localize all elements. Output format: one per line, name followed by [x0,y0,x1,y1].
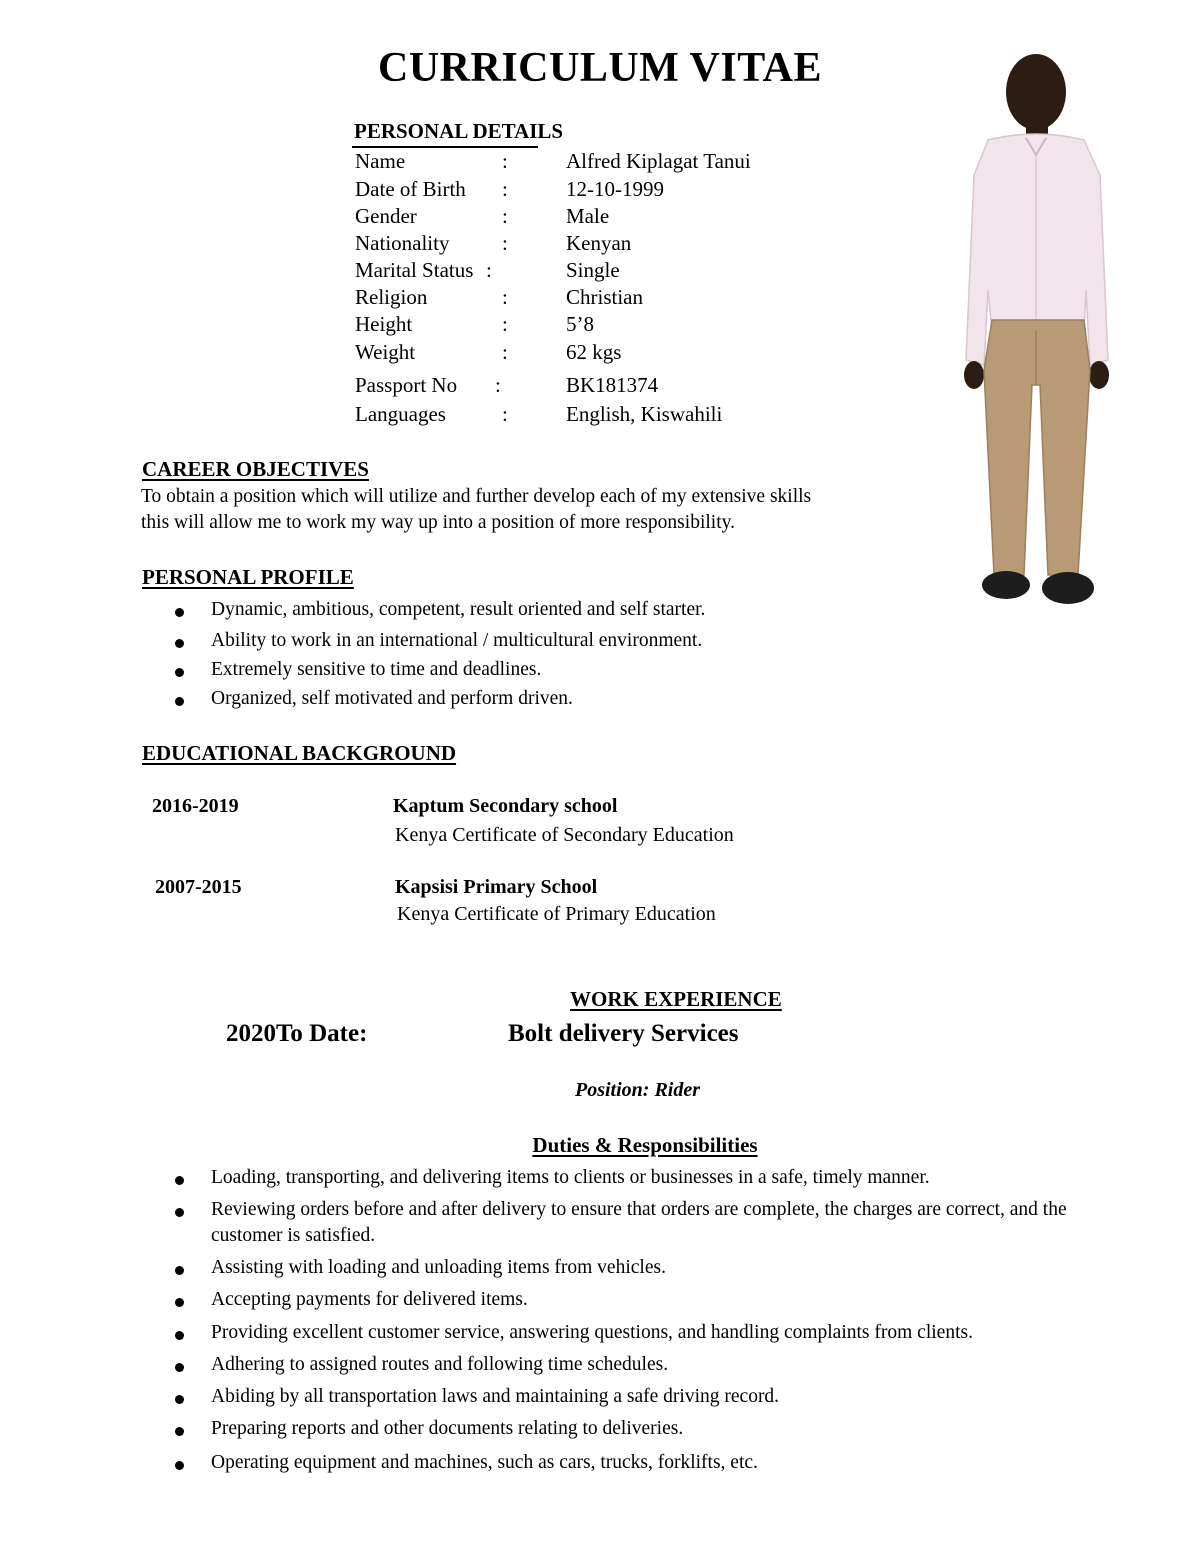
detail-value-passport: BK181374 [566,373,659,397]
detail-label-languages: Languages [355,402,446,426]
detail-value-dob: 12-10-1999 [566,177,664,201]
list-item: Providing excellent customer service, answering questions, and handling complaints from clients. [211,1322,973,1343]
work-employer: Bolt delivery Services [508,1020,739,1047]
detail-colon: : [502,340,508,364]
detail-colon: : [502,231,508,255]
list-item: Dynamic, ambitious, competent, result oriented and self starter. [211,599,706,620]
detail-label-height: Height [355,312,413,336]
detail-label-gender: Gender [355,204,417,228]
education-school: Kapsisi Primary School [395,876,598,898]
detail-label-name: Name [355,149,406,173]
detail-label-nationality: Nationality [355,231,450,255]
detail-colon: : [502,402,508,426]
detail-label-passport: Passport No [355,373,458,397]
education-years: 2007-2015 [155,876,242,898]
work-experience-heading: WORK EXPERIENCE [570,987,782,1011]
work-period: 2020To Date: [226,1020,368,1047]
detail-colon: : [502,177,508,201]
bullet-icon [175,697,184,706]
detail-value-nationality: Kenyan [566,231,632,255]
detail-value-weight: 62 kgs [566,340,622,364]
bullet-icon [175,1208,184,1217]
detail-value-gender: Male [566,204,610,228]
detail-value-marital-status: Single [566,258,620,282]
list-item: Preparing reports and other documents relating to deliveries. [211,1418,684,1439]
bullet-icon [175,1461,184,1470]
bullet-icon [175,639,184,648]
detail-colon: : [502,285,508,309]
detail-colon: : [495,373,501,397]
education-certificate: Kenya Certificate of Secondary Education [395,824,734,846]
bullet-icon [175,1331,184,1340]
bullet-icon [175,1363,184,1372]
bullet-icon [175,1298,184,1307]
education-years: 2016-2019 [152,795,239,817]
bullet-icon [175,1266,184,1275]
duties-heading: Duties & Responsibilities [532,1133,758,1157]
list-item: Assisting with loading and unloading items from vehicles. [211,1257,666,1278]
list-item: Adhering to assigned routes and following time schedules. [211,1354,669,1375]
detail-value-name: Alfred Kiplagat Tanui [566,149,751,173]
detail-label-marital-status: Marital Status [355,258,474,282]
list-item: Loading, transporting, and delivering items to clients or businesses in a safe, timely manner. [211,1167,930,1188]
bullet-icon [175,668,184,677]
list-item-continuation: customer is satisfied. [211,1225,376,1246]
bullet-icon [175,1395,184,1404]
education-school: Kaptum Secondary school [393,795,618,817]
list-item: Organized, self motivated and perform driven. [211,688,573,709]
personal-details-underline [352,146,538,148]
personal-details-heading: PERSONAL DETAILS [354,119,564,143]
detail-value-height: 5’8 [566,312,594,336]
personal-profile-heading: PERSONAL PROFILE [142,565,354,589]
detail-colon: : [502,149,508,173]
bullet-icon [175,1427,184,1436]
page-title: CURRICULUM VITAE [378,45,822,91]
list-item: Ability to work in an international / multicultural environment. [211,630,703,651]
detail-colon: : [486,258,492,282]
list-item: Accepting payments for delivered items. [211,1289,528,1310]
detail-value-religion: Christian [566,285,643,309]
detail-label-weight: Weight [355,340,416,364]
career-objectives-heading: CAREER OBJECTIVES [142,457,369,481]
detail-colon: : [502,312,508,336]
education-heading: EDUCATIONAL BACKGROUND [142,741,457,765]
detail-label-religion: Religion [355,285,428,309]
work-position: Position: Rider [574,1079,700,1101]
career-objective-line: this will allow me to work my way up into a position of more responsibility. [141,512,735,533]
detail-colon: : [502,204,508,228]
detail-label-dob: Date of Birth [355,177,466,201]
list-item: Abiding by all transportation laws and maintaining a safe driving record. [211,1386,780,1407]
detail-value-languages: English, Kiswahili [566,402,723,426]
career-objective-line: To obtain a position which will utilize and further develop each of my extensive skills [141,486,812,507]
portrait-photo [948,40,1124,615]
list-item: Reviewing orders before and after delivery to ensure that orders are complete, the charges are correct, and the [211,1199,1067,1220]
bullet-icon [175,608,184,617]
bullet-icon [175,1176,184,1185]
list-item: Operating equipment and machines, such as cars, trucks, forklifts, etc. [211,1452,758,1473]
list-item: Extremely sensitive to time and deadlines. [211,659,542,680]
education-certificate: Kenya Certificate of Primary Education [397,903,716,925]
